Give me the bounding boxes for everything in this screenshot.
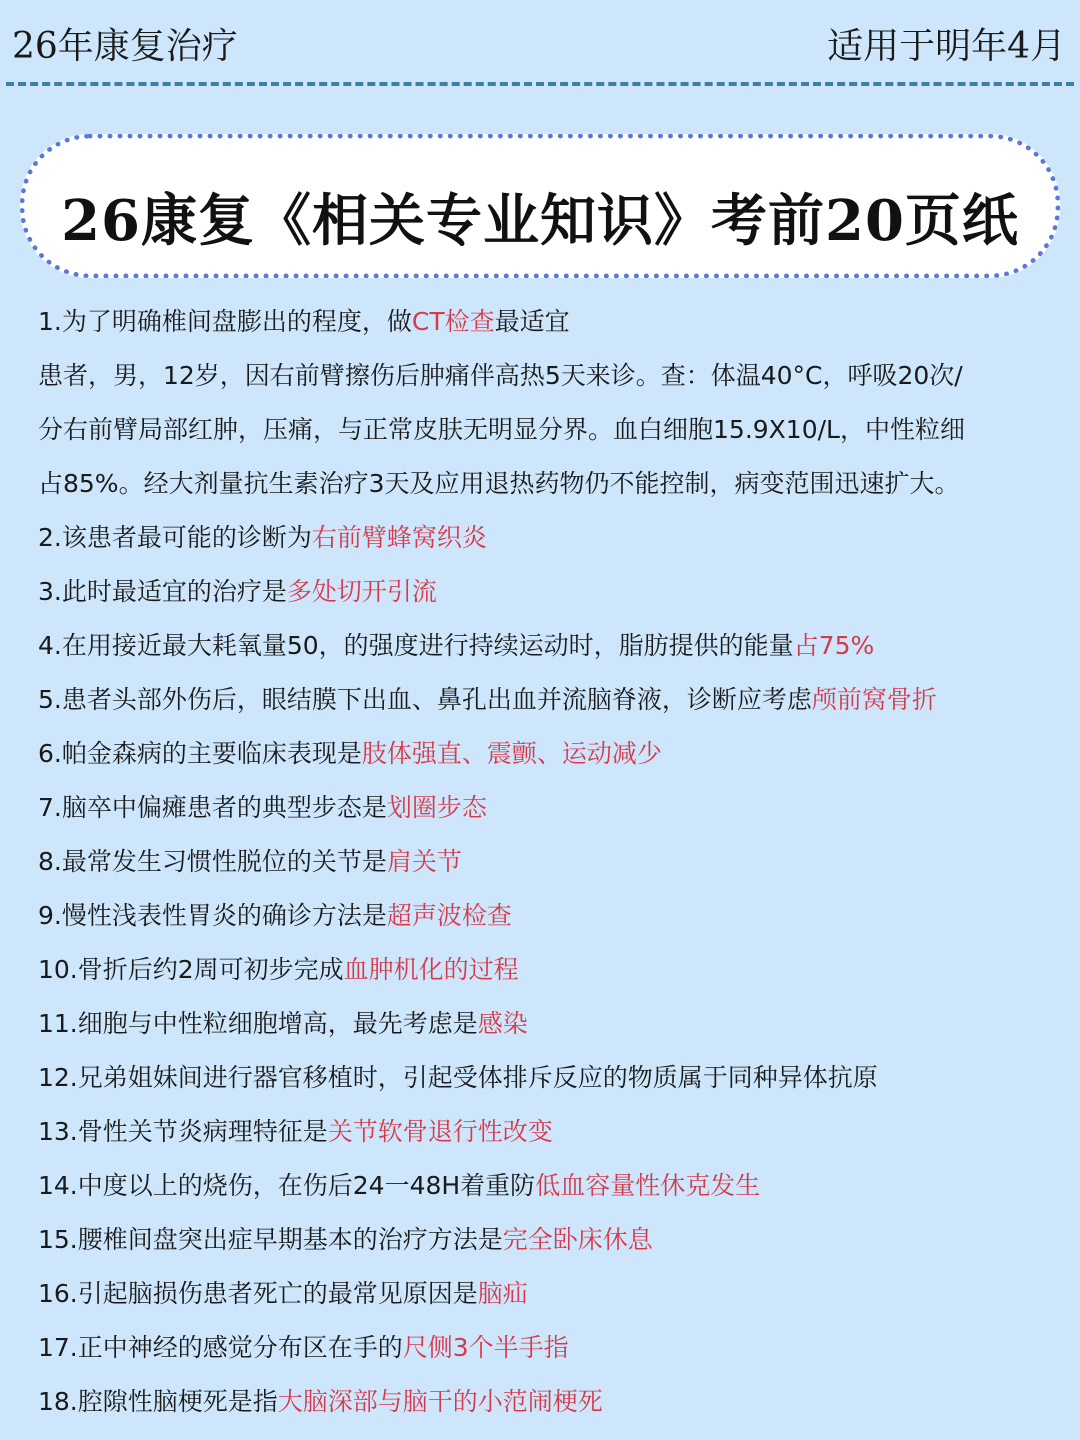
list-item-answer: CT检查 — [411, 307, 495, 336]
list-item — [38, 943, 1048, 997]
content-list — [38, 295, 1048, 1429]
list-item — [38, 673, 1048, 727]
list-item-answer: 脑疝 — [477, 1279, 528, 1308]
list-item — [38, 1051, 1048, 1105]
list-item-text: 5.患者头部外伤后，眼结膜下出血、鼻孔出血并流脑脊液，诊断应考虑 — [38, 685, 812, 714]
list-item — [38, 457, 1048, 511]
list-item-text: 12.兄弟姐妹间进行器官移植时，引起受体排斥反应的物质属于同种异体抗原 — [38, 1063, 878, 1092]
list-item — [38, 1321, 1048, 1375]
list-item-text: 14.中度以上的烧伤，在伤后24一48H着重防 — [38, 1171, 536, 1200]
list-item-tail: 最适宜 — [494, 307, 570, 336]
list-item-answer: 右前臂蜂窝织炎 — [311, 523, 487, 552]
list-item-text: 8.最常发生习惯性脱位的关节是 — [38, 847, 387, 876]
list-item — [38, 1105, 1048, 1159]
list-item-answer: 颅前窝骨折 — [811, 685, 937, 714]
list-item-text: 16.引起脑损伤患者死亡的最常见原因是 — [38, 1279, 478, 1308]
list-item-text: 15.腰椎间盘突出症早期基本的治疗方法是 — [38, 1225, 503, 1254]
list-item — [38, 781, 1048, 835]
list-item-answer: 多处切开引流 — [286, 577, 437, 606]
list-item-answer: 超声波检查 — [386, 901, 512, 930]
list-item-text: 患者，男，12岁，因右前臂擦伤后肿痛伴高热5天来诊。查：体温40°C，呼吸20次/ — [38, 361, 963, 390]
list-item-answer: 大脑深部与脑干的小范闹梗死 — [277, 1387, 603, 1416]
list-item — [38, 1213, 1048, 1267]
list-item — [38, 1267, 1048, 1321]
header-bar — [0, 0, 1080, 84]
list-item — [38, 1375, 1048, 1429]
header-left-text: 26年康复治疗 — [12, 26, 238, 67]
list-item-text: 2.该患者最可能的诊断为 — [38, 523, 312, 552]
list-item-answer: 完全卧床休息 — [502, 1225, 653, 1254]
list-item — [38, 511, 1048, 565]
list-item-text: 9.慢性浅表性胃炎的确诊方法是 — [38, 901, 387, 930]
list-item-answer: 关节软骨退行性改变 — [327, 1117, 553, 1146]
list-item-text: 10.骨折后约2周可初步完成 — [38, 955, 344, 984]
list-item-answer: 尺侧3个半手指 — [402, 1333, 569, 1362]
list-item — [38, 1159, 1048, 1213]
list-item-text: 3.此时最适宜的治疗是 — [38, 577, 287, 606]
header-right-text: 适用于明年4月 — [827, 26, 1066, 67]
list-item — [38, 727, 1048, 781]
list-item-answer: 低血容量性休克发生 — [535, 1171, 761, 1200]
list-item-answer: 感染 — [477, 1009, 528, 1038]
list-item — [38, 349, 1048, 403]
list-item — [38, 889, 1048, 943]
list-item-text: 17.正中神经的感觉分布区在手的 — [38, 1333, 403, 1362]
page-title: 26康复《相关专业知识》考前20页纸 — [61, 188, 1019, 254]
list-item-text: 7.脑卒中偏瘫患者的典型步态是 — [38, 793, 387, 822]
list-item-text: 分右前臂局部红肿，压痛，与正常皮肤无明显分界。血白细胞15.9X10/L，中性粒细 — [38, 415, 965, 444]
list-item-answer: 血肿机化的过程 — [343, 955, 519, 984]
list-item-answer: 肢体强直、震颤、运动减少 — [361, 739, 662, 768]
list-item-answer: 肩关节 — [386, 847, 462, 876]
list-item — [38, 835, 1048, 889]
list-item — [38, 997, 1048, 1051]
list-item-text: 6.帕金森病的主要临床表现是 — [38, 739, 362, 768]
list-item-text: 4.在用接近最大耗氧量50，的强度进行持续运动时，脂肪提供的能量 — [38, 631, 794, 660]
list-item-text: 18.腔隙性脑梗死是指 — [38, 1387, 278, 1416]
list-item-answer: 划圈步态 — [386, 793, 487, 822]
list-item-answer: 占75% — [793, 631, 875, 660]
list-item-text: 1.为了明确椎间盘膨出的程度，做 — [38, 307, 412, 336]
header-divider — [6, 82, 1074, 86]
title-box — [20, 134, 1060, 278]
list-item — [38, 565, 1048, 619]
list-item-text: 占85%。经大剂量抗生素治疗3天及应用退热药物仍不能控制，病变范围迅速扩大。 — [38, 469, 960, 498]
list-item — [38, 619, 1048, 673]
list-item-text: 13.骨性关节炎病理特征是 — [38, 1117, 328, 1146]
list-item — [38, 295, 1048, 349]
list-item — [38, 403, 1048, 457]
list-item-text: 11.细胞与中性粒细胞增高，最先考虑是 — [38, 1009, 478, 1038]
